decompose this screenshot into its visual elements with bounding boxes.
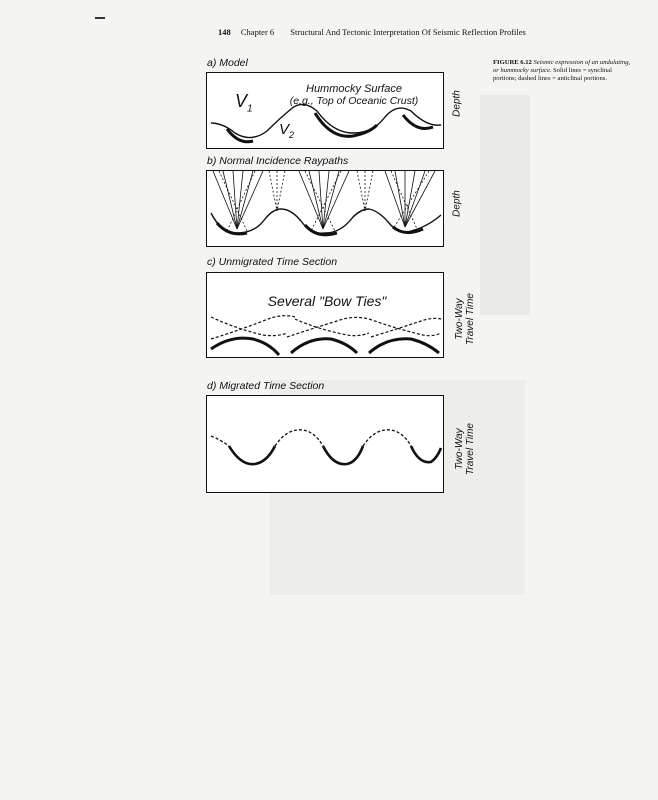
panel-c-label: c) Unmigrated Time Section bbox=[207, 256, 338, 268]
chapter-label: Chapter 6 bbox=[240, 27, 275, 37]
margin-mark bbox=[95, 17, 105, 19]
panel-b-axis-label: Depth bbox=[451, 190, 463, 217]
surface-subtitle: (e.g., Top of Oceanic Crust) bbox=[289, 95, 419, 107]
v1-label bbox=[235, 91, 253, 115]
bleed-through-shade bbox=[480, 95, 530, 315]
panel-c-unmigrated bbox=[206, 272, 444, 358]
raypath-drawing bbox=[207, 171, 443, 246]
v1-subscript: 1 bbox=[247, 103, 253, 115]
caption-title: Seismic expression of an undulating, or hummocky surface. bbox=[493, 59, 631, 74]
panel-c-axis-label bbox=[454, 279, 476, 359]
axis-line-1: Two-Way bbox=[454, 428, 465, 470]
axis-line-1: Two-Way bbox=[454, 298, 465, 340]
panel-b-raypaths bbox=[206, 170, 444, 247]
v2-label bbox=[279, 121, 294, 140]
axis-line-2: Travel Time bbox=[465, 293, 476, 345]
page-number: 148 bbox=[218, 27, 231, 37]
panel-d-axis-label bbox=[454, 409, 476, 489]
figure-caption bbox=[493, 59, 633, 83]
v2-subscript: 2 bbox=[289, 130, 295, 140]
panel-a-label: a) Model bbox=[207, 57, 248, 69]
panel-b-label: b) Normal Incidence Raypaths bbox=[207, 155, 349, 167]
axis-line-2: Travel Time bbox=[465, 423, 476, 475]
panel-a-axis-label: Depth bbox=[451, 90, 463, 117]
running-title: Structural And Tectonic Interpretation Of Seismic Reflection Profiles bbox=[290, 27, 526, 37]
migrated-surface-drawing bbox=[207, 396, 443, 492]
v2-letter: V bbox=[279, 121, 290, 138]
bow-ties-annotation: Several "Bow Ties" bbox=[267, 293, 387, 309]
surface-title: Hummocky Surface bbox=[306, 83, 402, 95]
panel-d-migrated bbox=[206, 395, 444, 493]
v1-letter: V bbox=[235, 91, 248, 111]
bow-tie-drawing bbox=[207, 273, 443, 357]
panel-d-label: d) Migrated Time Section bbox=[207, 380, 325, 392]
panel-a-model bbox=[206, 72, 444, 149]
running-header bbox=[218, 27, 638, 37]
figure-label: FIGURE 6.12 bbox=[493, 59, 532, 66]
caption-body: Solid lines = synclinal portions; dashed lines = anticlinal portions. bbox=[493, 67, 612, 82]
